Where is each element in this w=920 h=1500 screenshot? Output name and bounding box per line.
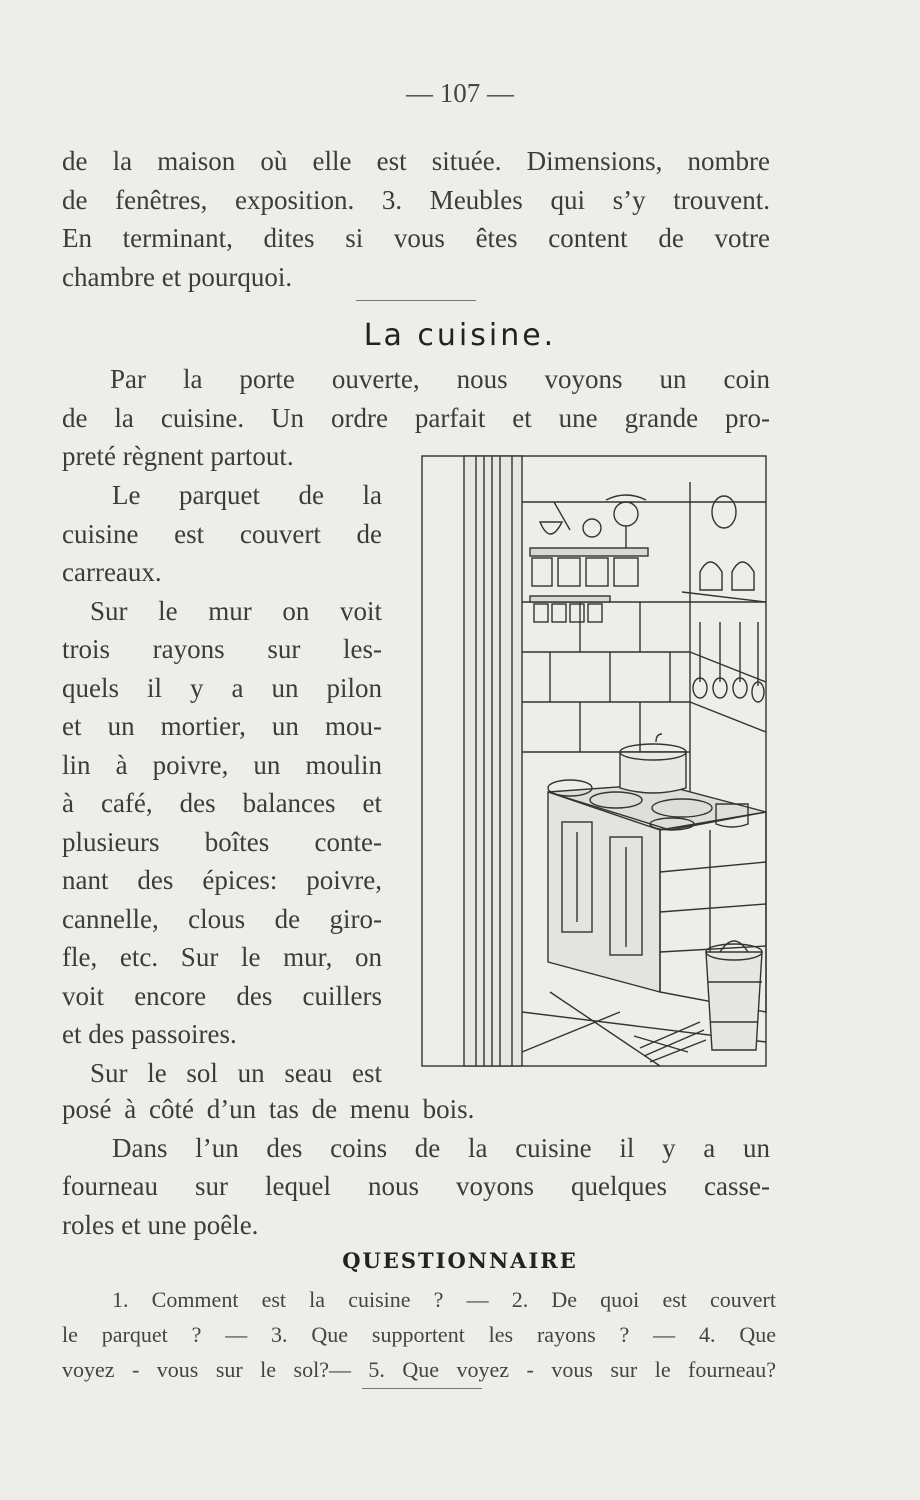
text-line: En terminant, dites si vous êtes content de votre [62, 223, 770, 253]
text-line: voit encore des cuillers [62, 980, 382, 1011]
section-title: La cuisine. [363, 318, 557, 353]
question-line: voyez - vous sur le sol?— 5. Que voyez - vous sur le fourneau? [62, 1357, 776, 1382]
text-line: Sur le mur on voit [90, 595, 382, 626]
text-line: fle, etc. Sur le mur, on [62, 942, 382, 972]
text-line: lin à poivre, un moulin [62, 749, 382, 780]
after-paragraph [62, 1090, 770, 1244]
text-line: Dans l’un des coins de la cuisine il y a un [112, 1132, 770, 1163]
text-line: cuisine est couvert de [62, 518, 382, 549]
text-line: plusieurs boîtes conte- [62, 826, 382, 857]
questionnaire-text [62, 1282, 776, 1387]
text-line: Par la porte ouverte, nous voyons un coin [110, 364, 770, 394]
text-line: fourneau sur lequel nous voyons quelques casse- [62, 1171, 770, 1201]
question-line: 1. Comment est la cuisine ? — 2. De quoi est couvert [112, 1287, 776, 1312]
text-line: et un mortier, un mou- [62, 711, 382, 741]
bottom-divider-rule [362, 1388, 482, 1389]
text-line: trois rayons sur les- [62, 634, 382, 664]
text-line: chambre et pourquoi. [62, 261, 293, 292]
kitchen-illustration [420, 452, 770, 1068]
text-line: preté règnent partout. [62, 441, 294, 471]
text-line: de fenêtres, exposition. 3. Meubles qui s’y trouvent. [62, 184, 770, 215]
text-line: Le parquet de la [112, 480, 382, 510]
text-line: à café, des balances et [62, 788, 382, 818]
text-line: roles et une poêle. [62, 1209, 259, 1240]
page-number: — 107 — [406, 78, 514, 108]
text-line: cannelle, clous de giro- [62, 903, 382, 934]
text-line: Sur le sol un seau est [90, 1057, 382, 1088]
text-line: de la cuisine. Un ordre parfait et une grande pro- [62, 402, 770, 433]
text-line: posé à côté d’un tas de menu bois. [62, 1094, 475, 1124]
left-column-text [62, 476, 382, 1092]
text-line: et des passoires. [62, 1019, 237, 1049]
text-line: quels il y a un pilon [62, 672, 382, 703]
intro-paragraph [62, 142, 770, 296]
question-line: le parquet ? — 3. Que supportent les rayons ? — 4. Que [62, 1322, 776, 1347]
divider-rule [356, 300, 476, 301]
text-line: de la maison où elle est située. Dimensions, nombre [62, 146, 770, 176]
questionnaire-title: QUESTIONNAIRE [342, 1248, 578, 1273]
text-line: nant des épices: poivre, [62, 865, 382, 895]
text-line: carreaux. [62, 557, 162, 587]
